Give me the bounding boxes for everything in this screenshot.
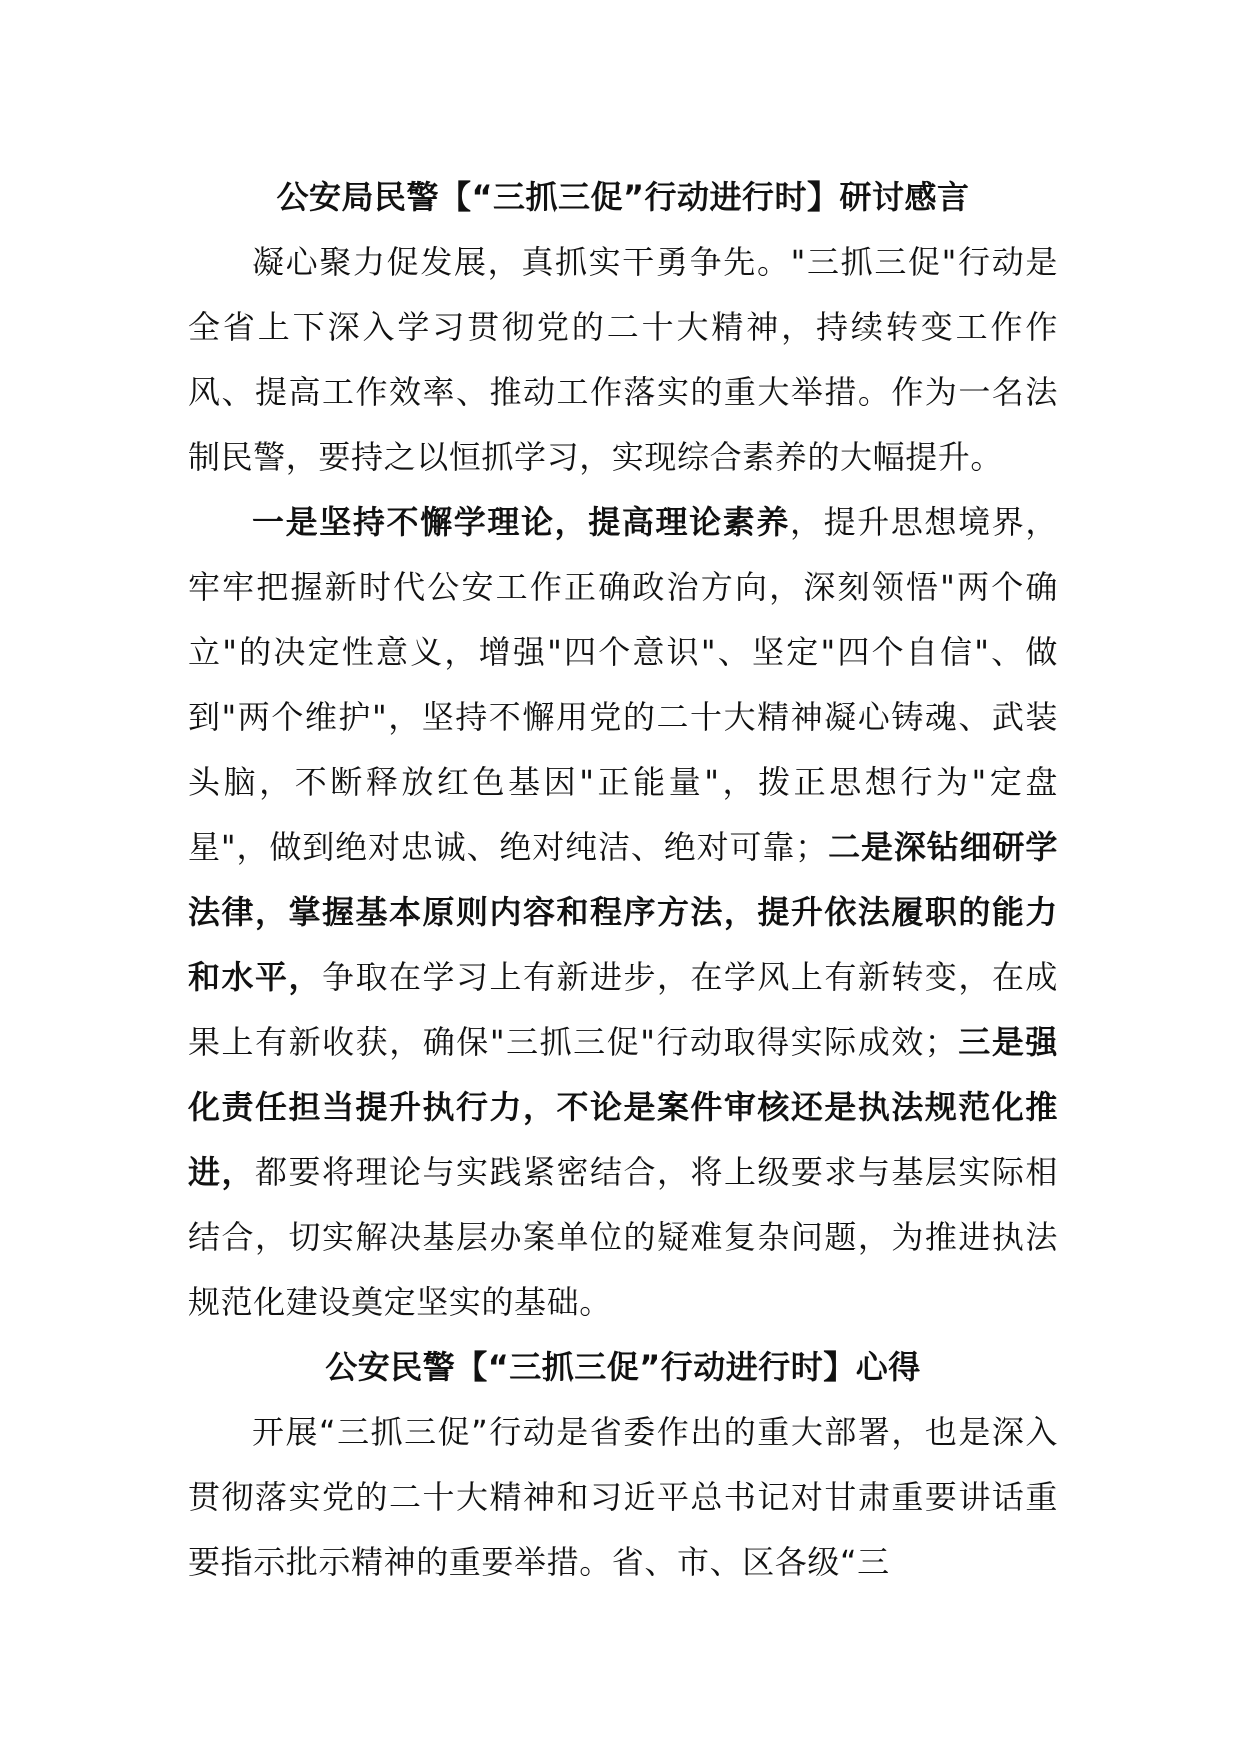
section2-intro-paragraph: 开展“三抓三促”行动是省委作出的重大部署，也是深入贯彻落实党的二十大精神和习近平总书记对甘肃重要讲话重要指示批示精神的重要举措。省、市、区各级“三 [188, 1413, 1058, 1581]
section1-points-paragraph [188, 490, 1058, 1335]
point-two-text: 争取在学习上有新进步，在学风上有新转变，在成果上有新收获，确保"三抓三促"行动取得实际成效； [188, 958, 1058, 1061]
section2-title: 公安民警【“三抓三促”行动进行时】心得 [325, 1348, 921, 1386]
section1-title: 公安局民警【“三抓三促”行动进行时】研讨感言 [276, 178, 970, 216]
point-two-heading: 二是深钻细研学法律，掌握基本原则内容和程序方法，提升依法履职的能力和水平， [188, 828, 1058, 996]
section1-intro-paragraph: 凝心聚力促发展，真抓实干勇争先。"三抓三促"行动是全省上下深入学习贯彻党的二十大精神，持续转变工作作风、提高工作效率、推动工作落实的重大举措。作为一名法制民警，要持之以恒抓学习，实现综合素养的大幅提升。 [188, 243, 1058, 476]
point-three-heading: 三是强化责任担当提升执行力，不论是案件审核还是执法规范化推进， [188, 1023, 1058, 1191]
point-three-text: 都要将理论与实践紧密结合，将上级要求与基层实际相结合，切实解决基层办案单位的疑难复杂问题，为推进执法规范化建设奠定坚实的基础。 [188, 1153, 1059, 1321]
point-one-text: ，提升思想境界，牢牢把握新时代公安工作正确政治方向，深刻领悟"两个确立"的决定性意义，增强"四个意识"、坚定"四个自信"、做到"两个维护"，坚持不懈用党的二十大精神凝心铸魂、武装头脑，不断释放红色基因"正能量"，拨正思想行为"定盘星"，做到绝对忠诚、绝对纯洁、绝对可靠； [188, 503, 1058, 866]
point-one-heading: 一是坚持不懈学理论，提高理论素养 [252, 503, 791, 541]
document-body [188, 165, 1058, 1595]
